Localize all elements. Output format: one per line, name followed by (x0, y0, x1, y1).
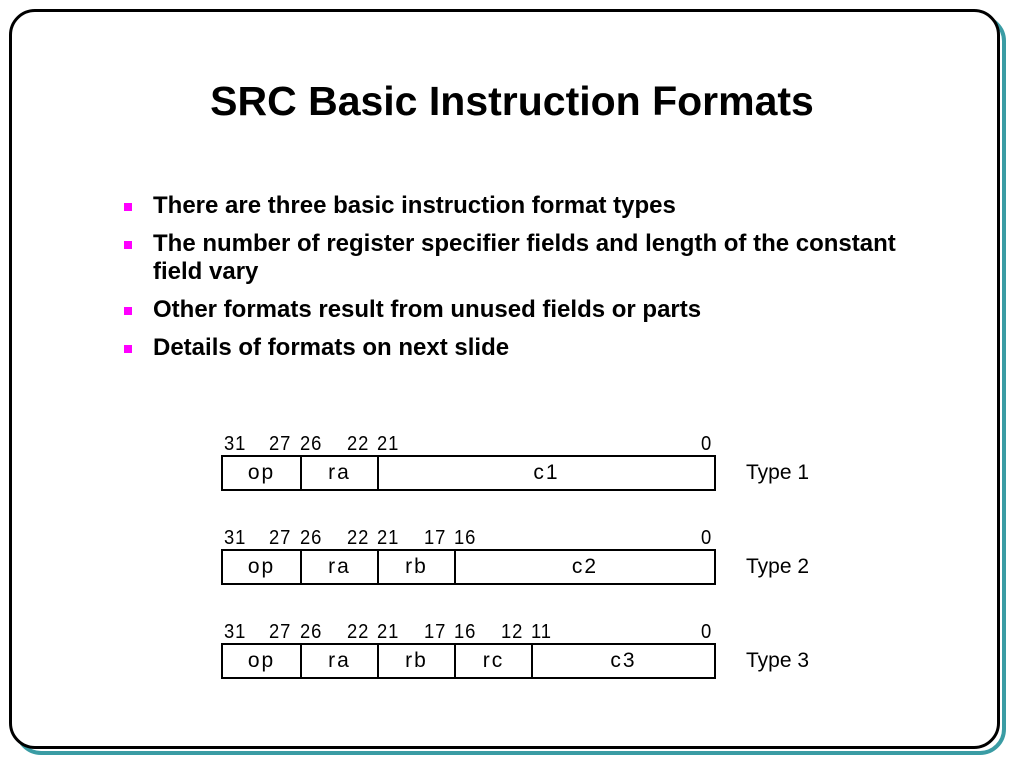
bit-number: 27 (269, 433, 292, 455)
bit-number: 22 (347, 621, 370, 643)
bit-number: 17 (424, 621, 447, 643)
field-ra: ra (300, 457, 377, 489)
field-op: op (247, 649, 276, 672)
format-box (221, 549, 716, 585)
bit-number: 26 (300, 621, 323, 643)
field-c2: c2 (454, 551, 714, 583)
field-ra: ra (300, 551, 377, 583)
format-box (221, 455, 716, 491)
bit-number: 27 (269, 527, 292, 549)
bullet-text: The number of register specifier fields and length of the constant field vary (153, 230, 896, 285)
field-op: op (247, 461, 276, 484)
field-rb: rb (377, 551, 454, 583)
field-ra: ra (300, 645, 377, 677)
format-type-label: Type 1 (746, 461, 810, 484)
format-box (221, 643, 716, 679)
slide-title: SRC Basic Instruction Formats (210, 78, 814, 124)
field-op: op (247, 555, 276, 578)
bit-number: 0 (701, 433, 713, 455)
bit-number: 27 (269, 621, 292, 643)
bit-number: 11 (531, 621, 552, 643)
field-rc: rc (454, 645, 531, 677)
bit-number: 22 (347, 433, 370, 455)
bullet-text: Details of formats on next slide (153, 334, 510, 361)
field-rb: rb (377, 645, 454, 677)
bit-number: 0 (701, 621, 713, 643)
field-c3: c3 (531, 645, 714, 677)
bit-number: 16 (454, 621, 477, 643)
bullet-text: There are three basic instruction format types (153, 192, 676, 219)
bit-number: 31 (224, 433, 247, 455)
bit-number: 21 (377, 621, 400, 643)
bit-number: 17 (424, 527, 447, 549)
bit-number: 21 (377, 433, 400, 455)
bit-number: 12 (501, 621, 524, 643)
bullet-text: Other formats result from unused fields or parts (153, 296, 702, 323)
format-type-label: Type 3 (746, 649, 810, 672)
bit-number: 22 (347, 527, 370, 549)
bit-number: 21 (377, 527, 400, 549)
bit-number: 0 (701, 527, 713, 549)
bit-number: 26 (300, 527, 323, 549)
bit-number: 31 (224, 527, 247, 549)
format-type-label: Type 2 (746, 555, 810, 578)
field-c1: c1 (377, 457, 714, 489)
bit-number: 16 (454, 527, 477, 549)
bit-number: 26 (300, 433, 323, 455)
bit-number: 31 (224, 621, 247, 643)
